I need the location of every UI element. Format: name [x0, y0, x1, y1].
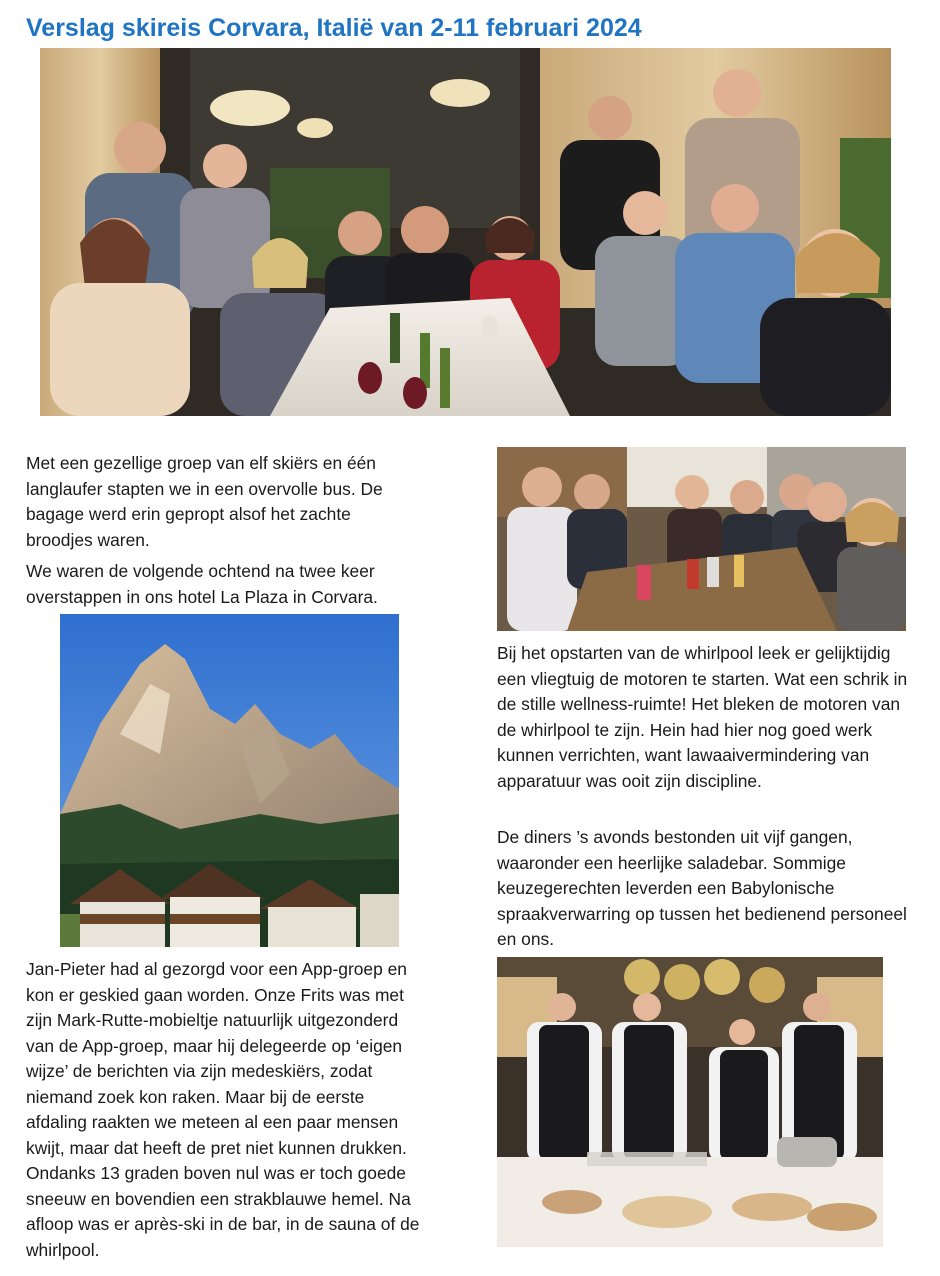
page-title: Verslag skireis Corvara, Italië van 2-11 februari 2024	[26, 14, 642, 42]
paragraph-diners: De diners ’s avonds bestonden uit vijf gangen, waaronder een heerlijke saladebar. Sommige keuzegerechten leverden een Babylonische spraakverwarring op tussen het bedienend personeel en ons.	[497, 827, 907, 949]
paragraph-app-group: Jan-Pieter had al gezorgd voor een App-groep en kon er geskied gaan worden. Onze Frits was met zijn Mark-Rutte-mobieltje natuurlijk uitgezonderd van de App-groep, maar hij delegeerde op ‘eigen wijze’ de berichten via zijn medeskiërs, zodat niemand zoek kon raken. Maar bij de eerste afdaling raakten we meteen al een paar mensen kwijt, maar dat heeft de pret niet kunnen drukken. Ondanks 13 graden boven nul was er toch goede sneeuw en bovendien een strakblauwe hemel. Na afloop was er après-ski in de bar, in de sauna of de whirlpool.	[26, 959, 420, 1260]
group-dinner-photo	[40, 48, 891, 416]
paragraph-hotel: We waren de volgende ochtend na twee keer overstappen in ons hotel La Plaza in Corvara.	[26, 561, 378, 607]
bar-group-photo	[497, 447, 906, 631]
paragraph-whirlpool: Bij het opstarten van de whirlpool leek er gelijktijdig een vliegtuig de motoren te starten. Wat een schrik in de stille wellness-ruimte! Het bleken de motoren van de whirlpool te zijn. Hein had hier nog goed werk kunnen verrichten, want lawaaivermindering van apparatuur was ooit zijn discipline.	[497, 643, 908, 791]
paragraph-bus: Met een gezellige groep van elf skiërs en één langlaufer stapten we in een overvolle bus. De bagage werd erin gepropt alsof het zachte broodjes waren.	[26, 453, 383, 550]
staff-buffet-photo	[497, 957, 883, 1247]
mountain-hotel-photo	[60, 614, 399, 947]
